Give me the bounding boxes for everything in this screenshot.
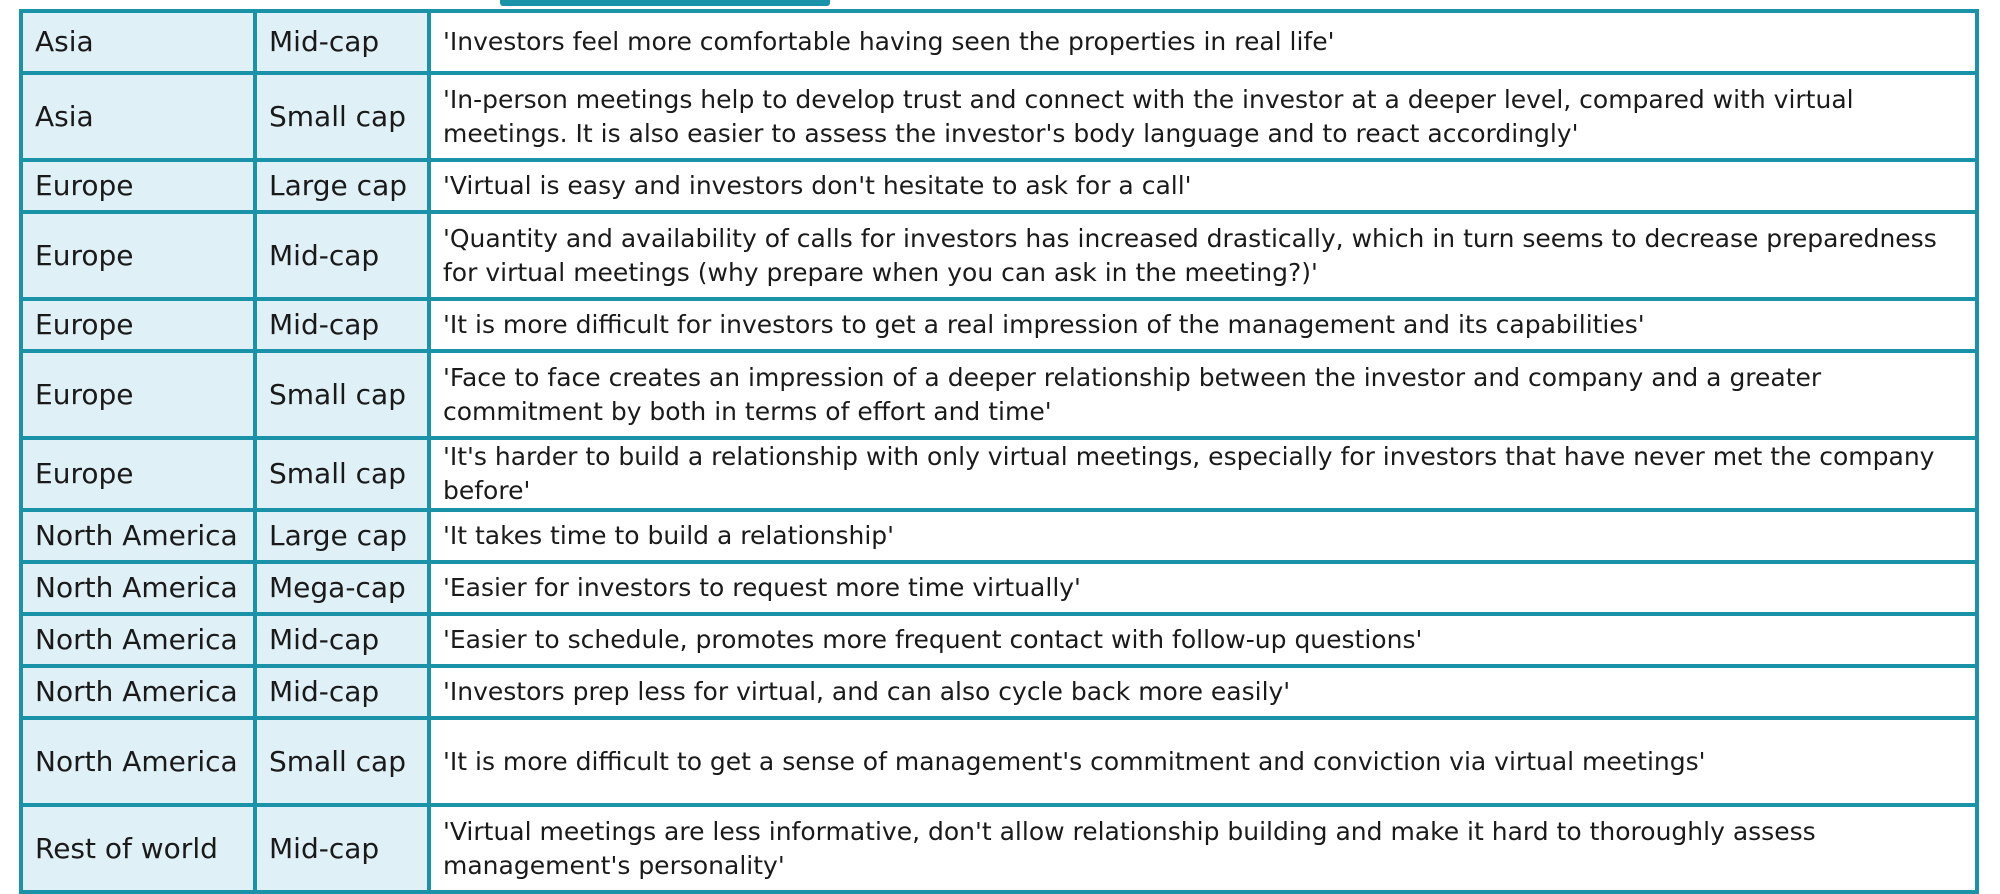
market-cap-cell: Mid-cap [255,11,429,73]
region-cell: Europe [21,160,255,212]
region-cell: Europe [21,299,255,351]
market-cap-cell: Large cap [255,510,429,562]
region-cell: Asia [21,11,255,73]
market-cap-cell: Small cap [255,73,429,160]
region-cell: North America [21,562,255,614]
region-cell: North America [21,614,255,666]
market-cap-cell: Small cap [255,718,429,805]
table-row [21,160,1977,212]
table-row [21,351,1977,438]
market-cap-cell: Mid-cap [255,805,429,892]
table-row [21,299,1977,351]
market-cap-cell: Mid-cap [255,299,429,351]
table-row [21,718,1977,805]
quote-cell: 'Easier to schedule, promotes more frequent contact with follow-up questions' [429,614,1977,666]
market-cap-cell: Mid-cap [255,614,429,666]
market-cap-cell: Small cap [255,438,429,510]
table-row [21,614,1977,666]
region-cell: Rest of world [21,805,255,892]
quote-cell: 'It takes time to build a relationship' [429,510,1977,562]
quote-cell: 'In-person meetings help to develop trust and connect with the investor at a deeper level, compared with virtual meetings. It is also easier to assess the investor's body language and to react accordingly' [429,73,1977,160]
quote-cell: 'Virtual is easy and investors don't hesitate to ask for a call' [429,160,1977,212]
investor-quotes-table [19,9,1979,894]
table-row [21,666,1977,718]
quote-cell: 'Face to face creates an impression of a deeper relationship between the investor and company and a greater commitment by both in terms of effort and time' [429,351,1977,438]
quote-cell: 'Easier for investors to request more time virtually' [429,562,1977,614]
quote-cell: 'Virtual meetings are less informative, don't allow relationship building and make it hard to thoroughly assess management's personality' [429,805,1977,892]
quote-cell: 'Investors prep less for virtual, and can also cycle back more easily' [429,666,1977,718]
market-cap-cell: Mid-cap [255,212,429,299]
heading-underline-fragment [500,0,830,6]
table-row [21,805,1977,892]
quote-cell: 'It is more difficult for investors to get a real impression of the management and its capabilities' [429,299,1977,351]
region-cell: Asia [21,73,255,160]
table-row [21,212,1977,299]
region-cell: Europe [21,438,255,510]
market-cap-cell: Small cap [255,351,429,438]
quote-cell: 'It's harder to build a relationship with only virtual meetings, especially for investors that have never met the company before' [429,438,1977,510]
table-row [21,438,1977,510]
region-cell: North America [21,510,255,562]
quote-cell: 'It is more difficult to get a sense of management's commitment and conviction via virtual meetings' [429,718,1977,805]
market-cap-cell: Mega-cap [255,562,429,614]
quote-cell: 'Investors feel more comfortable having seen the properties in real life' [429,11,1977,73]
table-row [21,11,1977,73]
region-cell: North America [21,718,255,805]
region-cell: North America [21,666,255,718]
table-row [21,73,1977,160]
table-row [21,562,1977,614]
quote-cell: 'Quantity and availability of calls for investors has increased drastically, which in turn seems to decrease preparedness for virtual meetings (why prepare when you can ask in the meeting?)' [429,212,1977,299]
region-cell: Europe [21,351,255,438]
market-cap-cell: Mid-cap [255,666,429,718]
region-cell: Europe [21,212,255,299]
table-row [21,510,1977,562]
market-cap-cell: Large cap [255,160,429,212]
